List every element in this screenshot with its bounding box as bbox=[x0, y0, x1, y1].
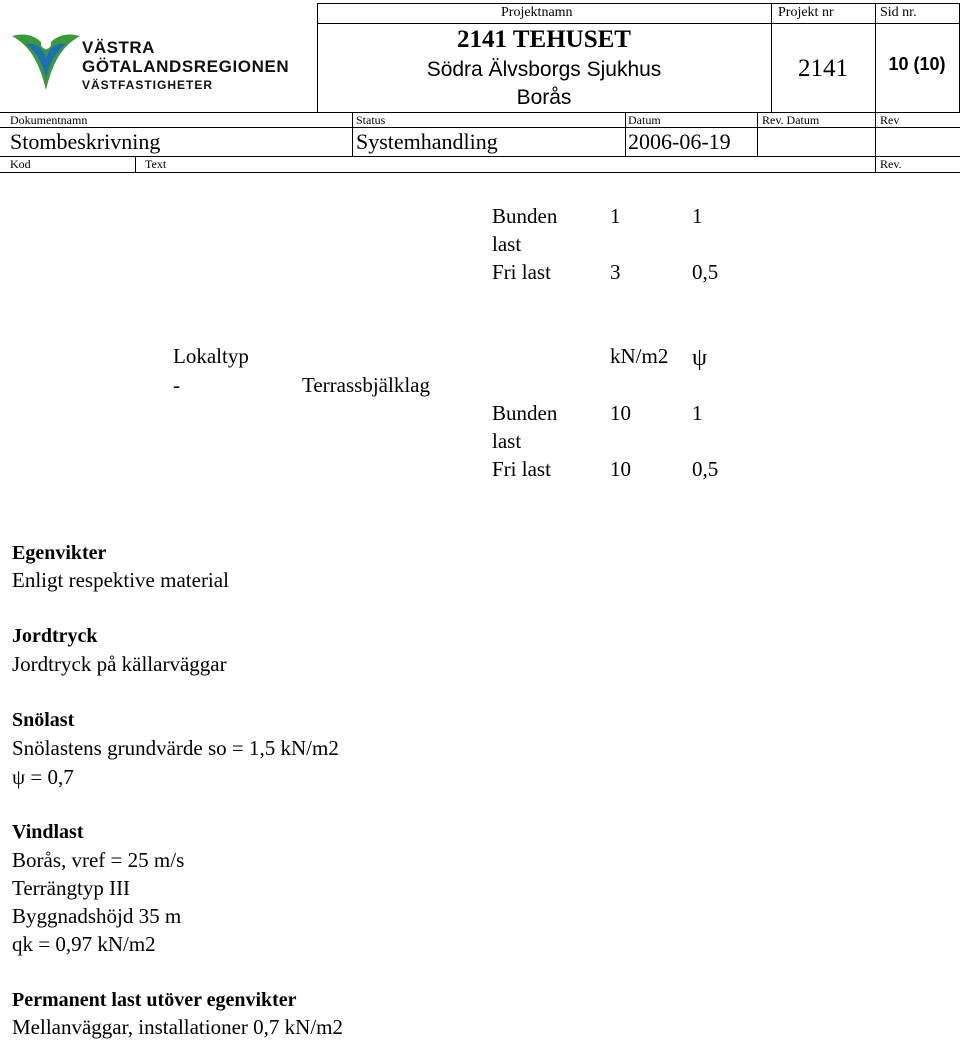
dokumentnamn-value: Stombeskrivning bbox=[10, 129, 161, 154]
dokumentnamn-label: Dokumentnamn bbox=[10, 113, 88, 127]
bunden-psi: 1 bbox=[692, 204, 703, 228]
egenvikter-text: Enligt respektive material bbox=[12, 568, 229, 592]
project-subtitle: Södra Älvsborgs Sjukhus bbox=[426, 58, 662, 81]
fri-last-value-2: 10 bbox=[610, 457, 631, 481]
bunden-value-2: 10 bbox=[610, 401, 631, 425]
snolast-text-2: ψ = 0,7 bbox=[12, 765, 74, 789]
text-label: Text bbox=[145, 157, 167, 171]
datum-label: Datum bbox=[628, 113, 661, 127]
status-label: Status bbox=[356, 113, 386, 127]
vindlast-text-2: Terrängtyp III bbox=[12, 876, 131, 900]
logo-line-3: VÄSTFASTIGHETER bbox=[82, 78, 214, 92]
sid-nr-label: Sid nr. bbox=[880, 5, 917, 20]
snolast-heading: Snölast bbox=[12, 709, 75, 731]
permanent-heading: Permanent last utöver egenvikter bbox=[12, 989, 297, 1011]
project-number: 2141 bbox=[798, 55, 848, 82]
rev-label: Rev bbox=[880, 113, 900, 127]
terrassbjalklag-label: Terrassbjälklag bbox=[302, 373, 430, 397]
bunden-psi-2: 1 bbox=[692, 401, 703, 425]
kod-label: Kod bbox=[10, 157, 31, 171]
egenvikter-heading: Egenvikter bbox=[12, 542, 107, 564]
page-number: 10 (10) bbox=[888, 54, 946, 74]
vindlast-heading: Vindlast bbox=[12, 821, 84, 843]
fri-last-psi-2: 0,5 bbox=[692, 457, 719, 481]
permanent-text: Mellanväggar, installationer 0,7 kN/m2 bbox=[12, 1015, 343, 1039]
vindlast-text-4: qk = 0,97 kN/m2 bbox=[12, 932, 156, 956]
vgr-emblem-icon bbox=[10, 30, 82, 92]
vindlast-text-3: Byggnadshöjd 35 m bbox=[12, 904, 182, 928]
rev2-label: Rev. bbox=[880, 157, 902, 171]
vindlast-text-1: Borås, vref = 25 m/s bbox=[12, 848, 185, 872]
last-label-2: last bbox=[492, 429, 522, 453]
jordtryck-text: Jordtryck på källarväggar bbox=[12, 652, 227, 676]
logo-line-2: GÖTALANDSREGIONEN bbox=[82, 57, 290, 76]
dash: - bbox=[173, 373, 180, 397]
last-label: last bbox=[492, 232, 522, 256]
fri-last-label: Fri last bbox=[492, 260, 551, 284]
fri-last-psi: 0,5 bbox=[692, 260, 719, 284]
psi-symbol: ψ bbox=[692, 345, 708, 371]
lokaltyp-label: Lokaltyp bbox=[173, 344, 249, 368]
projektnamn-label: Projektnamn bbox=[501, 5, 573, 20]
project-city: Borås bbox=[516, 86, 572, 109]
project-title: 2141 TEHUSET bbox=[457, 26, 631, 53]
datum-value: 2006-06-19 bbox=[628, 129, 731, 154]
fri-last-value: 3 bbox=[610, 260, 621, 284]
unit-label: kN/m2 bbox=[610, 344, 669, 368]
status-value: Systemhandling bbox=[356, 129, 498, 154]
fri-last-label-2: Fri last bbox=[492, 457, 551, 481]
snolast-text-1: Snölastens grundvärde so = 1,5 kN/m2 bbox=[12, 736, 339, 760]
bunden-value: 1 bbox=[610, 204, 621, 228]
bunden-label: Bunden bbox=[492, 204, 558, 228]
projekt-nr-label: Projekt nr bbox=[778, 5, 834, 20]
rev-datum-label: Rev. Datum bbox=[762, 113, 820, 127]
jordtryck-heading: Jordtryck bbox=[12, 625, 98, 647]
logo-line-1: VÄSTRA bbox=[82, 38, 155, 57]
bunden-label-2: Bunden bbox=[492, 401, 558, 425]
